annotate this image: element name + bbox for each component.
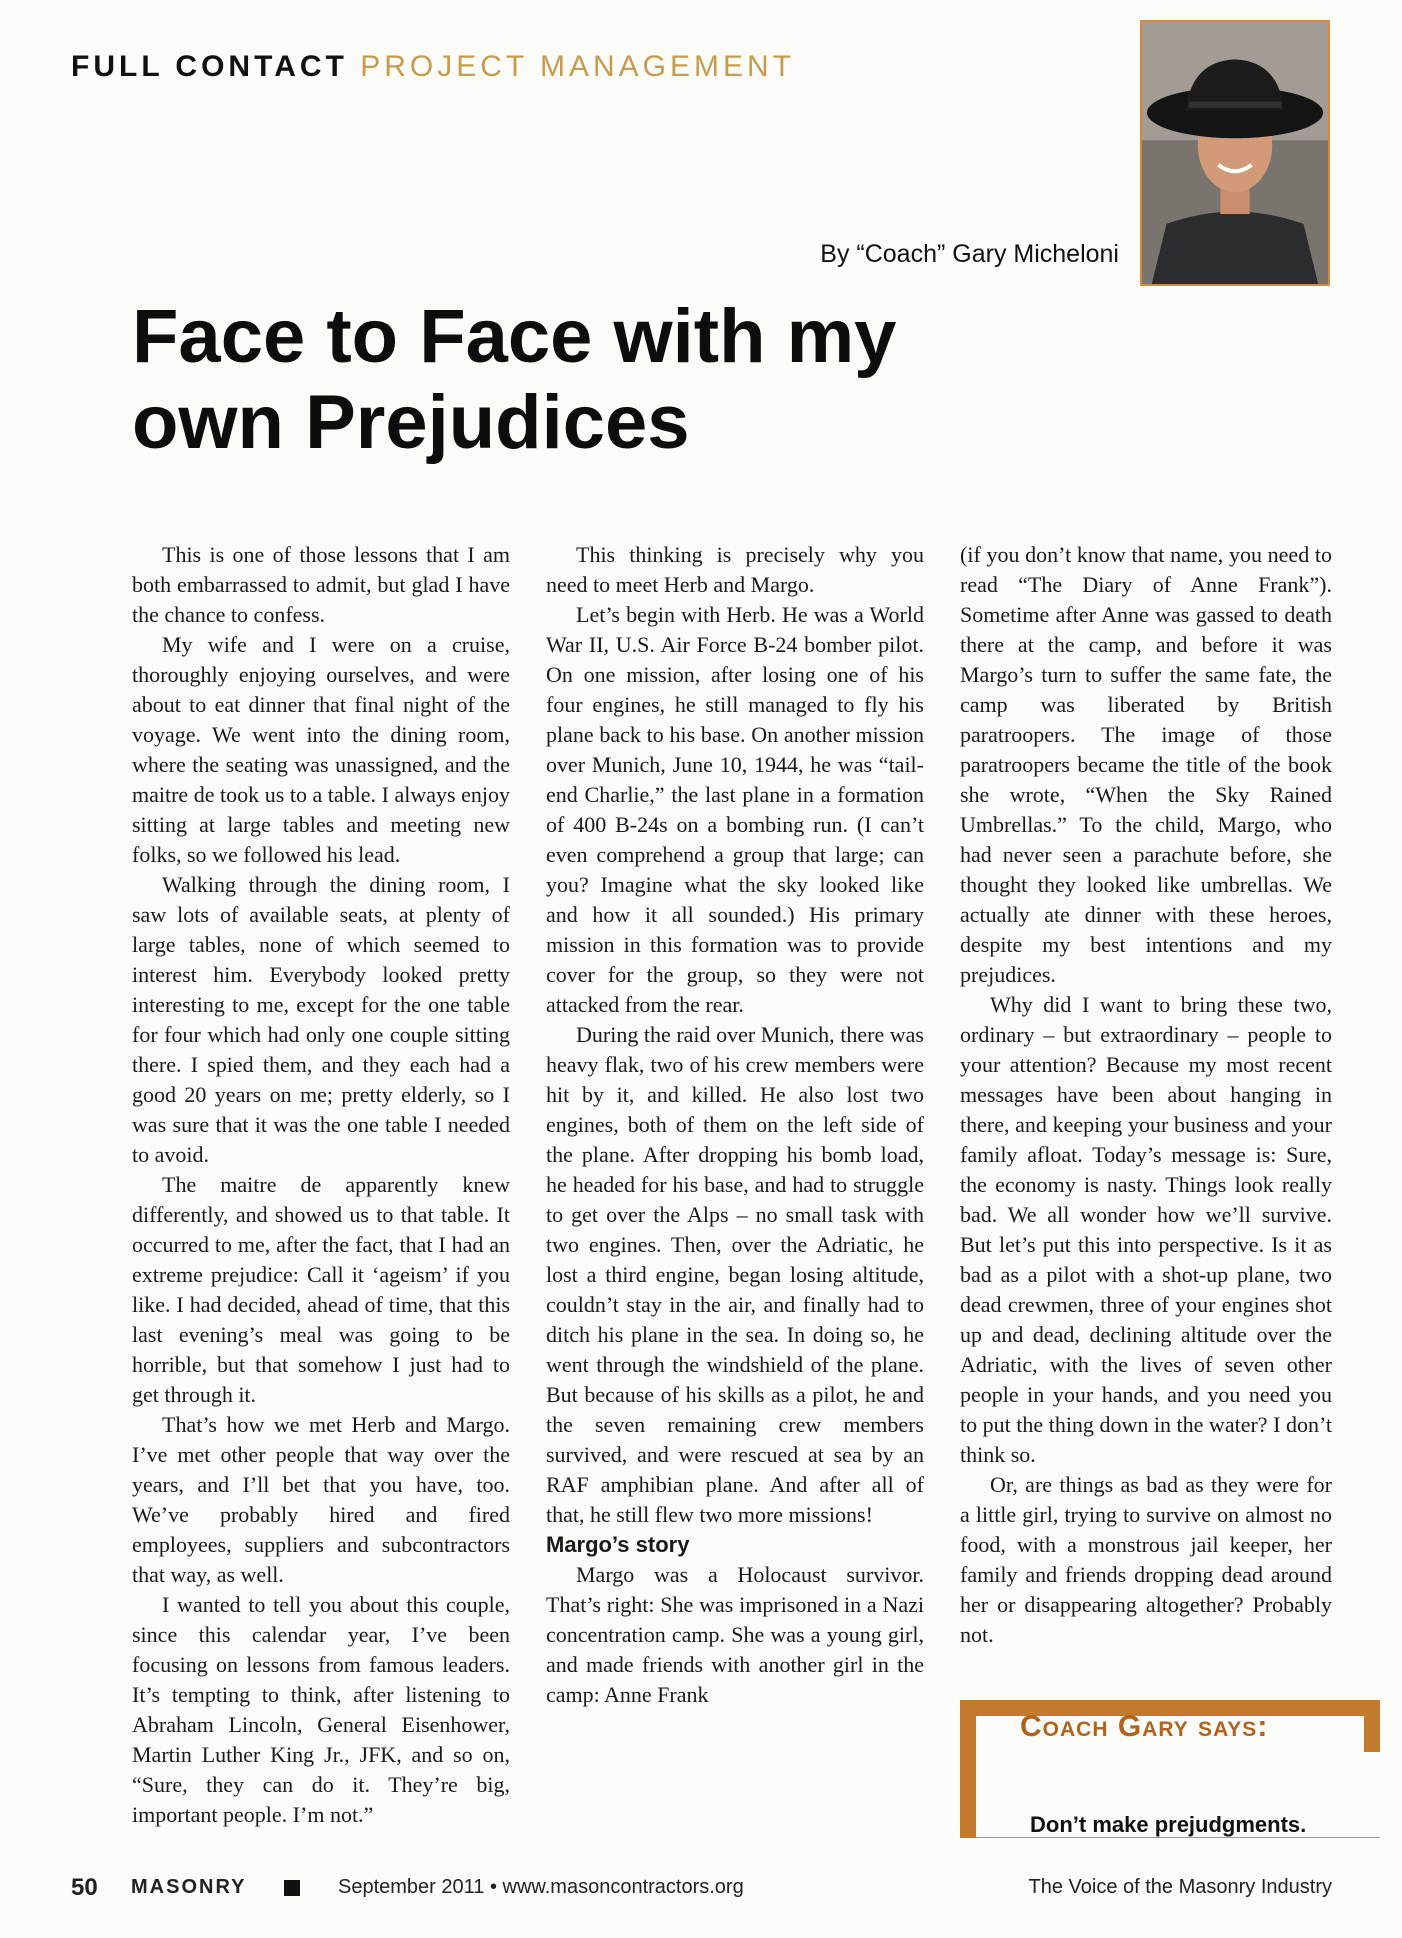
paragraph: I wanted to tell you about this couple, since this calendar year, I’ve been focusing on lessons from famous leaders. It’s tempting to think, after listening to Abraham Lincoln, General Eisenhower, Martin Luther King Jr., JFK, and so on, “Sure, they can do it. They’re big, important people. I’m not.” bbox=[132, 1592, 510, 1827]
coach-box-title-text: Coach Gary says: bbox=[1020, 1710, 1269, 1743]
headline-line-2: own Prejudices bbox=[132, 380, 690, 465]
square-bullet-icon bbox=[284, 1880, 300, 1896]
paragraph: Walking through the dining room, I saw lots of available seats, at plenty of large tables, none of which seemed to interest him. Everybody looked pretty interesting to me, except for the one table for four which had only one couple sitting there. I spied them, and they each had a good 20 years on me; pretty elderly, so I was sure that it was the one table I needed to avoid. bbox=[132, 872, 510, 1167]
page-number: 50 bbox=[71, 1874, 98, 1901]
issue-info: September 2011 • www.masoncontractors.org bbox=[338, 1876, 744, 1898]
section-header bbox=[71, 50, 795, 84]
paragraph: The maitre de apparently knew differently, and showed us to that table. It occurred to me, after the fact, that I had an extreme prejudice: Call it ‘ageism’ if you like. I had decided, ahead of time, that this last evening’s meal was going to be horrible, but that somehow I just had to get through it. bbox=[132, 1172, 510, 1407]
tagline: The Voice of the Masonry Industry bbox=[1028, 1876, 1332, 1898]
section-header-bold: FULL CONTACT bbox=[71, 50, 348, 83]
paragraph: Or, are things as bad as they were for a little girl, trying to survive on almost no food, with a monstrous jail keeper, her family and friends dropping dead around her or disappearing altogether? Probably not. bbox=[960, 1472, 1332, 1647]
box-bar-right bbox=[1364, 1700, 1380, 1752]
coach-gary-says-box bbox=[960, 1700, 1380, 1838]
subhead-margos-story: Margo’s story bbox=[546, 1532, 690, 1557]
paragraph: Margo was a Holocaust survivor. That’s right: She was imprisoned in a Nazi concentration camp. She was a young girl, and made friends with another girl in the camp: Anne Frank bbox=[546, 1562, 924, 1707]
paragraph: My wife and I were on a cruise, thoroughly enjoying ourselves, and were about to eat dinner that final night of the voyage. We went into the dining room, where the seating was unassigned, and the maitre de took us to a table. I always enjoy sitting at large tables and meeting new folks, so we followed his lead. bbox=[132, 632, 510, 867]
headline-line-1: Face to Face with my bbox=[132, 294, 897, 379]
paragraph: Why did I want to bring these two, ordinary – but extraordinary – people to your attention? Because my most recent messages have been about hanging in there, and keeping your business and your family afloat. Today’s message is: Sure, the economy is nasty. Things look really bad. We all wonder how we’ll survive. But let’s put this into perspective. Is it as bad as a pilot with a shot-up plane, two dead crewmen, three of your engines shot up and dead, declining altitude over the Adriatic, with the lives of seven other people in your hands, and you need you to put the thing down in the water? I don’t think so. bbox=[960, 992, 1332, 1467]
section-header-light: PROJECT MANAGEMENT bbox=[360, 50, 796, 83]
coach-box-tip: Don’t make prejudgments. bbox=[1030, 1812, 1307, 1837]
byline: By “Coach” Gary Micheloni bbox=[820, 240, 1119, 268]
author-photo bbox=[1140, 20, 1330, 286]
paragraph: This thinking is precisely why you need to meet Herb and Margo. bbox=[546, 542, 924, 597]
coach-box-title bbox=[1020, 1710, 1268, 1744]
box-bar-left bbox=[960, 1700, 976, 1838]
article-column-1 bbox=[132, 540, 510, 1830]
paragraph: Let’s begin with Herb. He was a World War II, U.S. Air Force B-24 bomber pilot. On one mission, after losing one of his four engines, he still managed to fly his plane back to his base. On another mission over Munich, June 10, 1944, he was “tail-end Charlie,” the last plane in a formation of 400 B-24s on a bombing run. (I can’t even comprehend a group that large; can you? Imagine what the sky looked like and how it all sounded.) His primary mission in this formation was to provide cover for the group, so they were not attacked from the rear. bbox=[546, 602, 924, 1017]
paragraph: During the raid over Munich, there was heavy flak, two of his crew members were hit by it, and killed. He also lost two engines, both of them on the left side of the plane. After dropping his bomb load, he headed for his base, and had to struggle to get over the Alps – no small task with two engines. Then, over the Adriatic, he lost a third engine, began losing altitude, couldn’t stay in the air, and finally had to ditch his plane in the sea. In doing so, he went through the windshield of the plane. But because of his skills as a pilot, he and the seven remaining crew members survived, and were rescued at sea by an RAF amphibian plane. And after all of that, he still flew two more missions! bbox=[546, 1022, 924, 1527]
paragraph: (if you don’t know that name, you need to read “The Diary of Anne Frank”). Sometime after Anne was gassed to death there at the camp, and before it was Margo’s turn to suffer the same fate, the camp was liberated by British paratroopers. The image of those paratroopers became the title of the book she wrote, “When the Sky Rained Umbrellas.” To the child, Margo, who had never seen a parachute before, she thought they looked like umbrellas. We actually ate dinner with these heroes, despite my best intentions and my prejudices. bbox=[960, 542, 1332, 987]
paragraph: This is one of those lessons that I am both embarrassed to admit, but glad I have the chance to confess. bbox=[132, 542, 510, 627]
paragraph: That’s how we met Herb and Margo. I’ve met other people that way over the years, and I’ll bet that you have, too. We’ve probably hired and fired employees, suppliers and subcontractors that way, as well. bbox=[132, 1412, 510, 1587]
magazine-name: MASONRY bbox=[131, 1876, 247, 1898]
headline bbox=[132, 294, 1112, 466]
article-column-3 bbox=[960, 540, 1332, 1650]
article-column-2 bbox=[546, 540, 924, 1710]
